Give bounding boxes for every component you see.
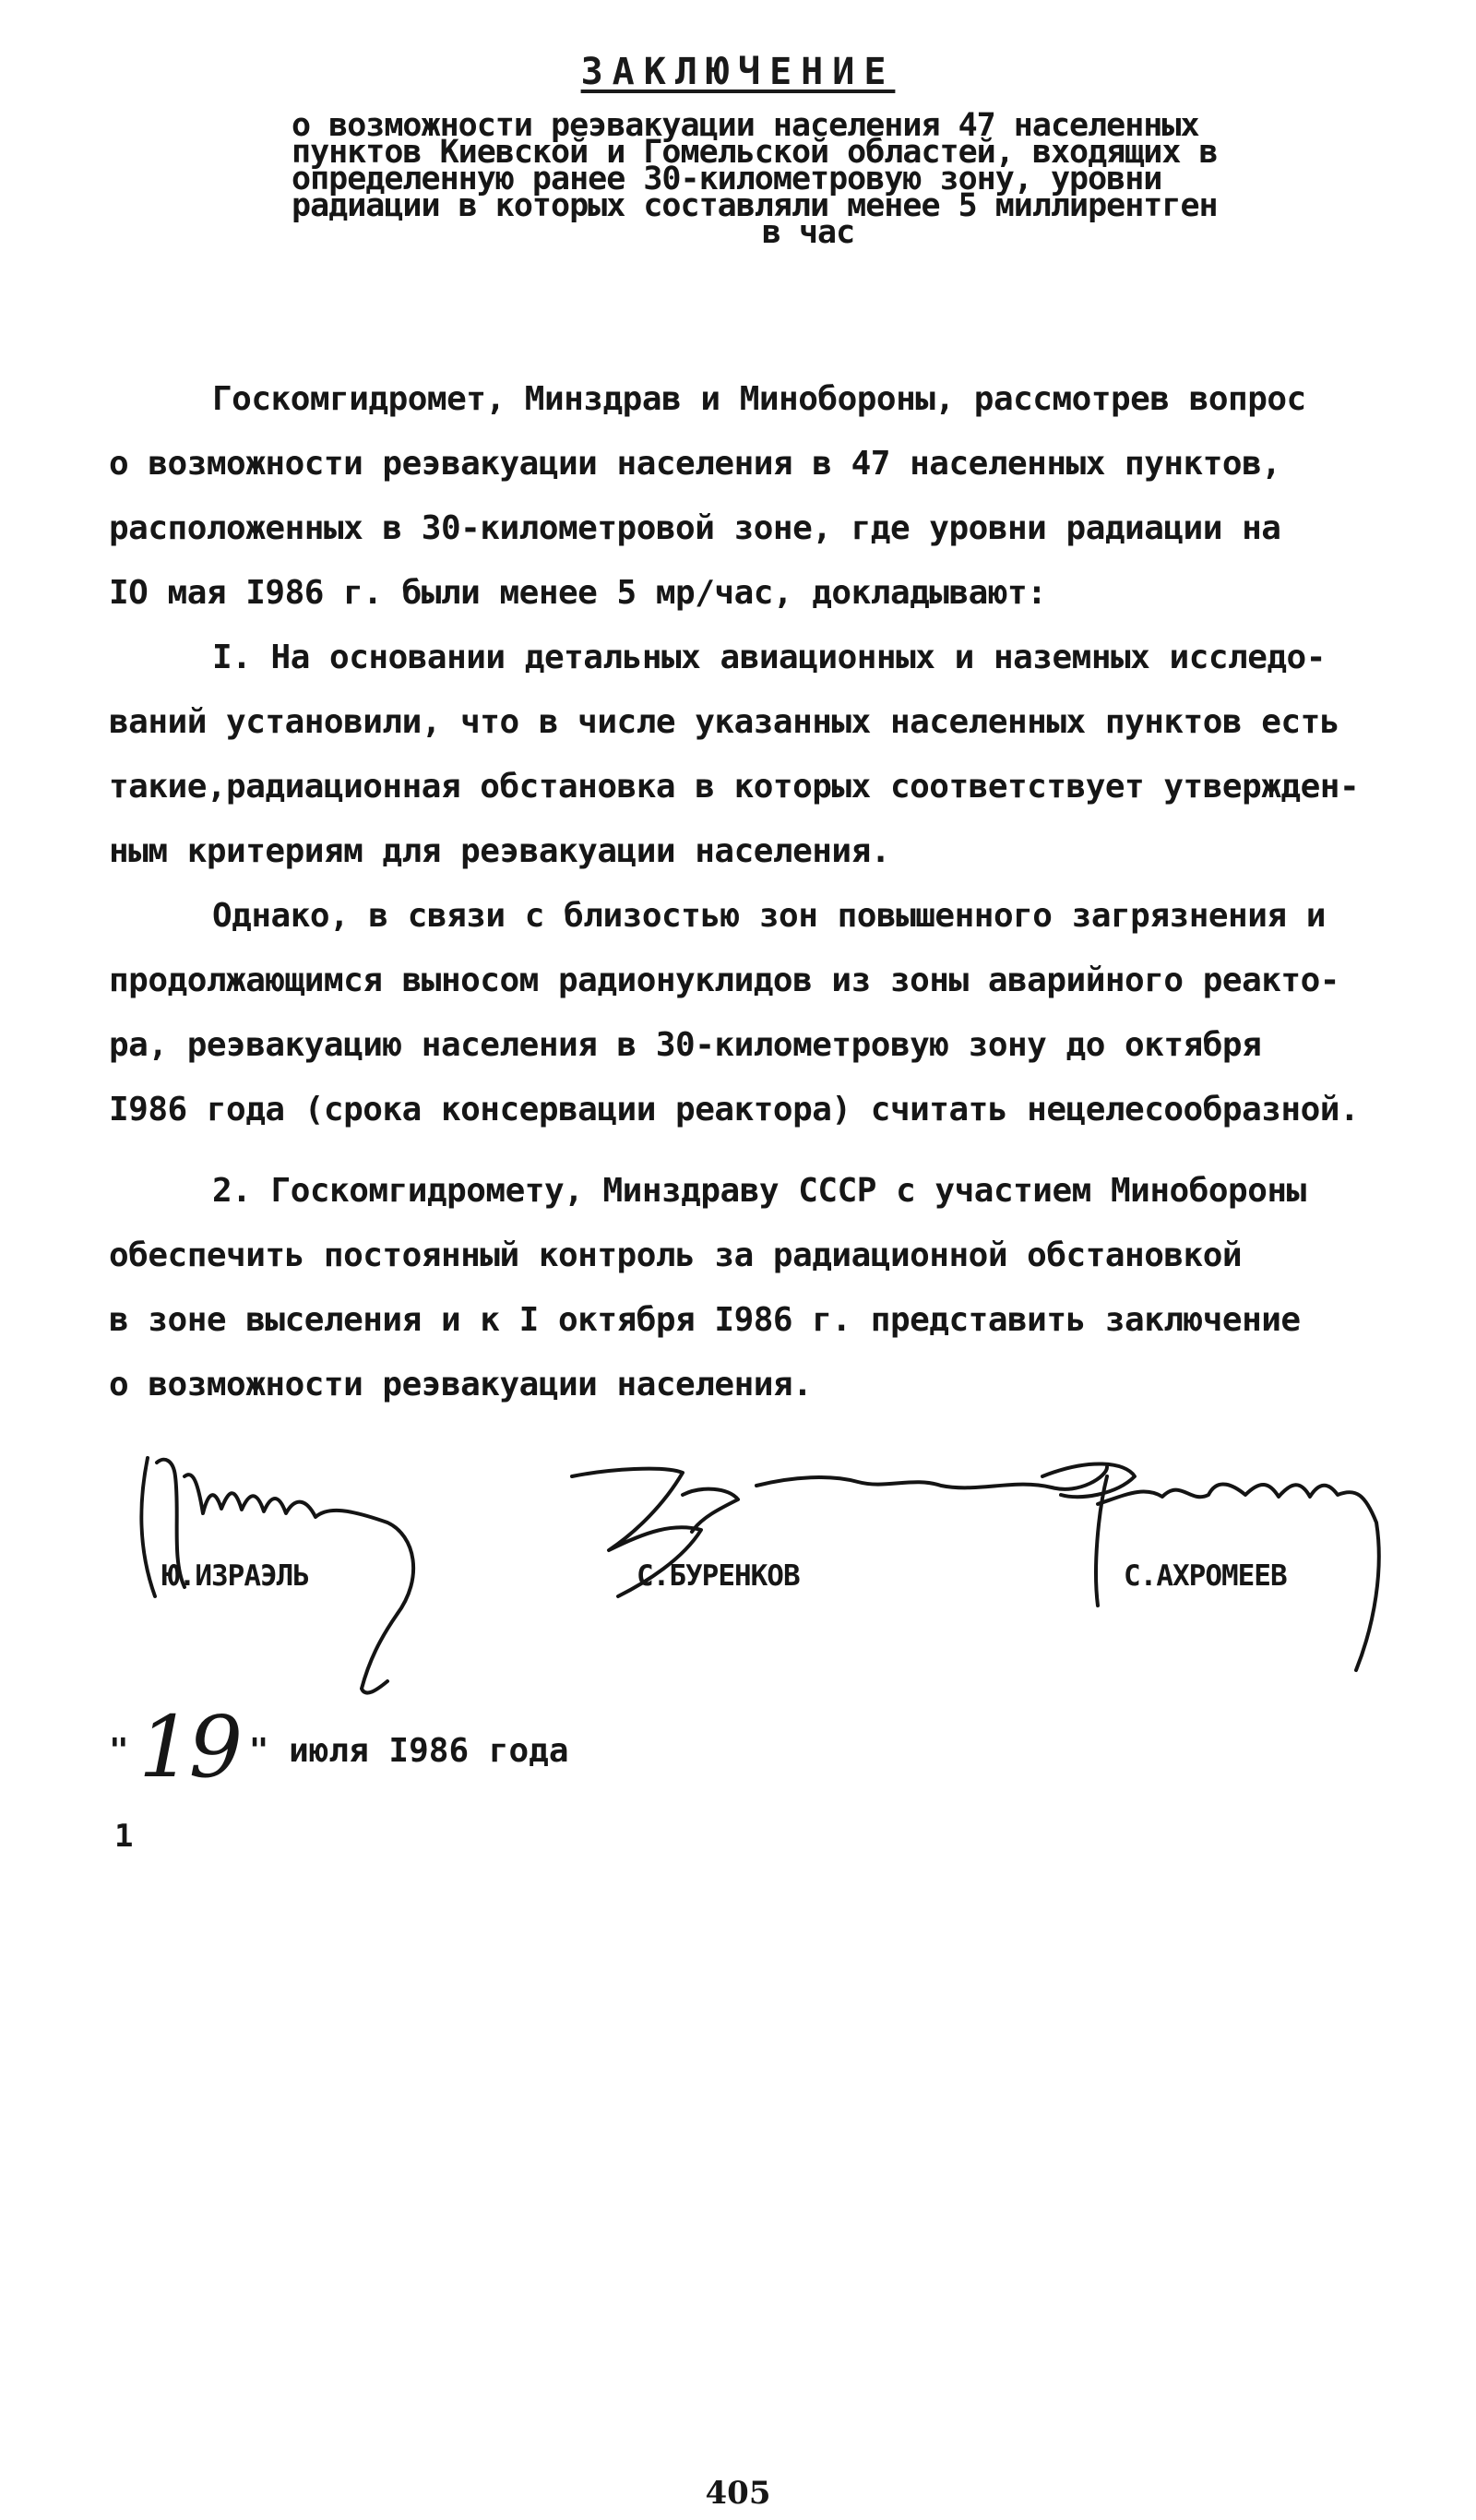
point2-line: обеспечить постоянный контроль за радиационной обстановкой <box>109 1236 1243 1274</box>
point1-line: ваний установили, что в числе указанных населенных пунктов есть <box>109 703 1339 741</box>
signatory-burenkov: С.БУРЕНКОВ <box>637 1559 800 1593</box>
signatory-akhromeev: С.АХРОМЕЕВ <box>1124 1559 1287 1593</box>
date-quote-open: " <box>109 1732 129 1770</box>
subtitle-line: о возможности реэвакуации населения 47 населенных <box>292 107 1199 144</box>
document-date <box>109 1698 569 1797</box>
date-quote-close: " <box>248 1732 269 1770</box>
intro-line: расположенных в 30-километровой зоне, где уровни радиации на <box>109 509 1281 547</box>
point1-line: I. На основании детальных авиационных и наземных исследо- <box>212 639 1326 676</box>
page-number: 405 <box>705 2475 771 2512</box>
document-heading: ЗАКЛЮЧЕНИЕ <box>580 51 896 93</box>
however-line: продолжающимся выносом радионуклидов из зоны аварийного реакто- <box>109 961 1339 999</box>
intro-line: IO мая I986 г. были менее 5 мр/час, докладывают: <box>109 574 1047 612</box>
footnote-marker: 1 <box>114 1818 134 1855</box>
point1-line: ным критериям для реэвакуации населения. <box>109 832 890 870</box>
paragraph-gap <box>109 1142 1345 1159</box>
however-line: ра, реэвакуацию населения в 30-километровую зону до октября <box>109 1026 1262 1064</box>
subtitle-line: радиации в которых составляли менее 5 миллирентген <box>292 187 1218 224</box>
point1-line: такие,радиационная обстановка в которых соответствует утвержден- <box>109 768 1360 806</box>
however-line: Однако, в связи с близостью зон повышенного загрязнения и <box>212 897 1326 935</box>
date-month-year: июля I986 года <box>289 1732 569 1770</box>
document-body <box>109 367 1360 1417</box>
intro-line: о возможности реэвакуации населения в 47 населенных пунктов, <box>109 445 1281 483</box>
point2-line: в зоне выселения и к I октября I986 г. представить заключение <box>109 1301 1301 1339</box>
date-day-handwritten: 19 <box>138 1698 240 1797</box>
subtitle-line: определенную ранее 30-километровую зону, уровни <box>292 161 1162 197</box>
document-subtitle <box>292 107 1325 251</box>
signature-block <box>0 1421 1476 1735</box>
however-line: I986 года (срока консервации реактора) считать нецелесообразной. <box>109 1091 1360 1129</box>
subtitle-line: в час <box>761 214 855 251</box>
intro-line: Госкомгидромет, Минздрав и Минобороны, рассмотрев вопрос <box>212 380 1306 418</box>
point2-line: 2. Госкомгидромету, Минздраву СССР с участием Минобороны <box>212 1172 1306 1210</box>
signatory-izrael: Ю.ИЗРАЭЛЬ <box>162 1559 309 1593</box>
point2-line: о возможности реэвакуации населения. <box>109 1366 813 1403</box>
subtitle-line: пунктов Киевской и Гомельской областей, входящих в <box>292 134 1218 171</box>
